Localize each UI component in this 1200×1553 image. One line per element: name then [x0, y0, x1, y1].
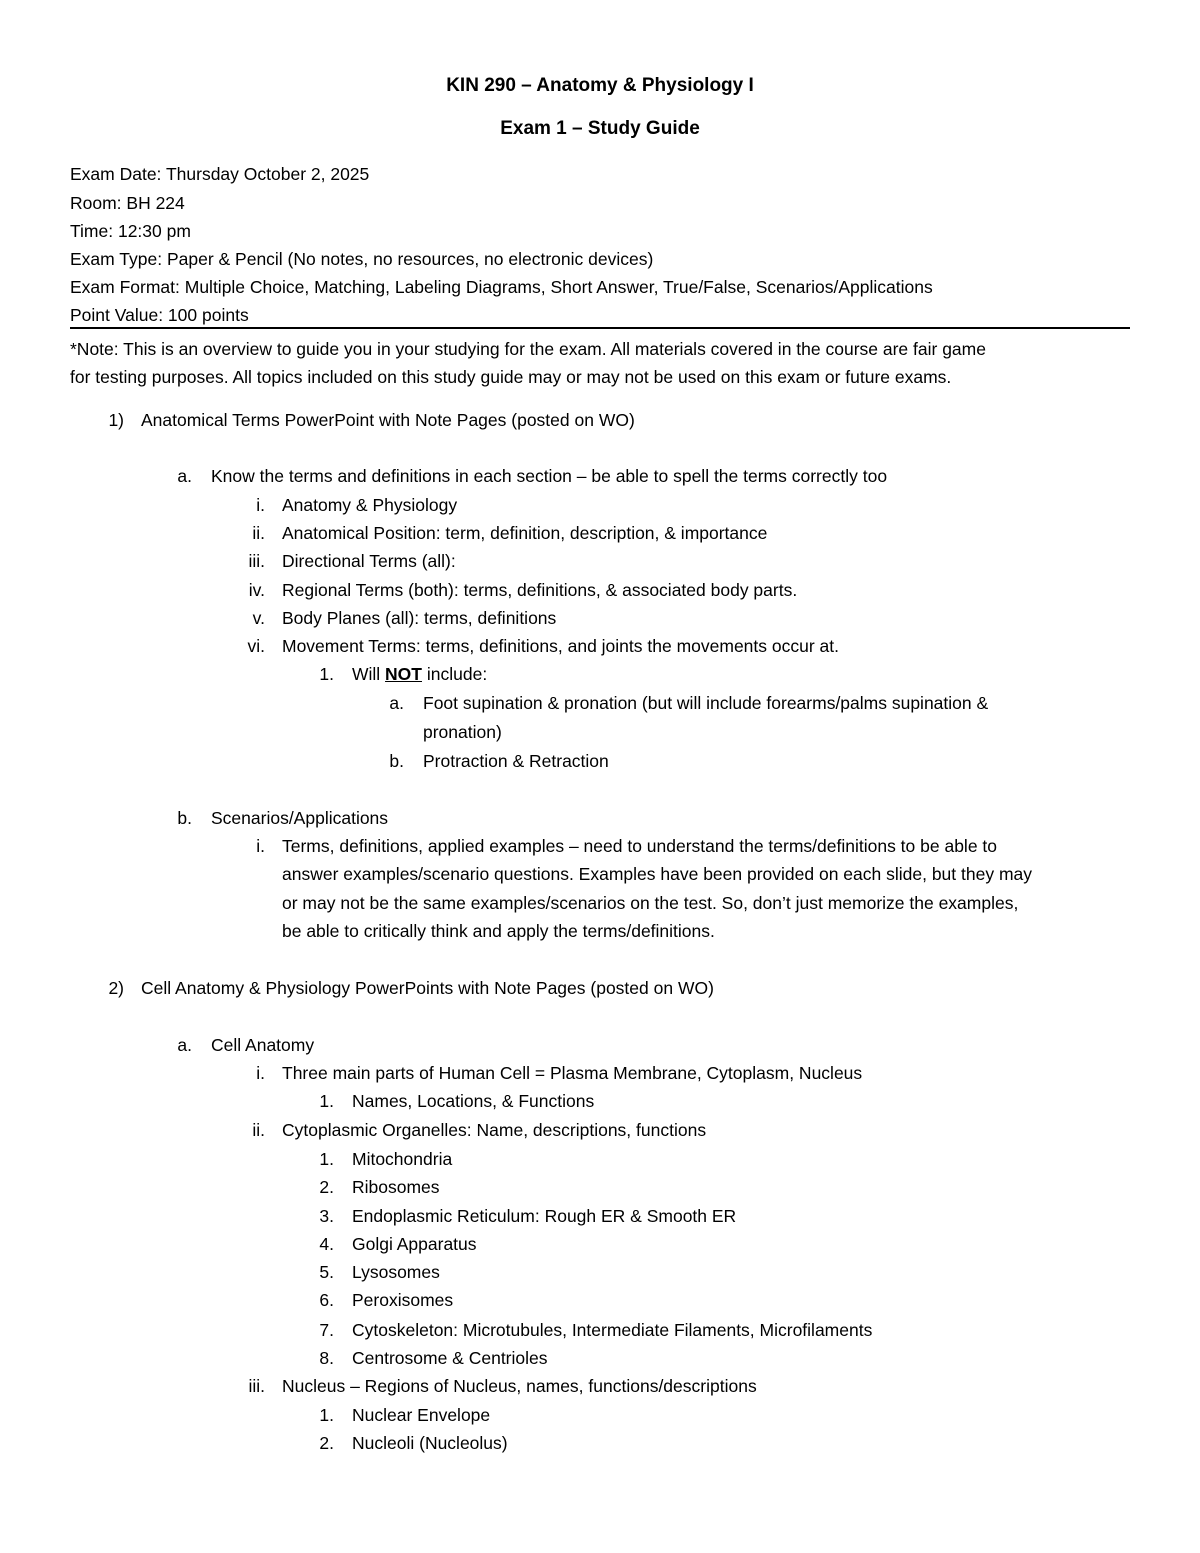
list-marker: ii.	[252, 1120, 265, 1140]
will-not-include: Will NOT include:	[352, 664, 488, 684]
note-line-2: for testing purposes. All topics included on this study guide may or may not be used on this exam or future exams.	[70, 367, 952, 387]
list-marker: iv.	[248, 580, 265, 600]
list-item: Anatomy & Physiology	[282, 495, 458, 515]
list-item: Three main parts of Human Cell = Plasma Membrane, Cytoplasm, Nucleus	[282, 1063, 863, 1083]
list-marker: 1.	[319, 1091, 334, 1111]
list-marker: v.	[252, 608, 265, 628]
exam-room: Room: BH 224	[70, 193, 185, 213]
list-item: Golgi Apparatus	[352, 1234, 477, 1254]
list-marker: 7.	[319, 1320, 334, 1340]
list-item: Protraction & Retraction	[423, 751, 609, 771]
list-item: Regional Terms (both): terms, definitions, & associated body parts.	[282, 580, 798, 600]
section-1-number: 1)	[108, 410, 124, 430]
list-marker: 2.	[319, 1433, 334, 1453]
section-2-title: Cell Anatomy & Physiology PowerPoints with Note Pages (posted on WO)	[141, 978, 714, 998]
list-item: Nuclear Envelope	[352, 1405, 491, 1425]
list-marker: ii.	[252, 523, 265, 543]
list-marker: b.	[177, 808, 192, 828]
note-line-1: *Note: This is an overview to guide you in your studying for the exam. All materials covered in the course are fair game	[70, 339, 986, 359]
list-marker: i.	[256, 1063, 265, 1083]
list-item: Centrosome & Centrioles	[352, 1348, 548, 1368]
list-marker: 5.	[319, 1262, 334, 1282]
paragraph-line: be able to critically think and apply the terms/definitions.	[282, 921, 715, 941]
list-item: Lysosomes	[352, 1262, 440, 1282]
list-marker: 3.	[319, 1206, 334, 1226]
list-item: Nucleoli (Nucleolus)	[352, 1433, 508, 1453]
list-item: Body Planes (all): terms, definitions	[282, 608, 557, 628]
list-item: Cytoskeleton: Microtubules, Intermediate Filaments, Microfilaments	[352, 1320, 873, 1340]
list-item: Names, Locations, & Functions	[352, 1091, 595, 1111]
list-item: Scenarios/Applications	[211, 808, 389, 828]
list-marker: b.	[389, 751, 404, 771]
list-marker: 1.	[319, 664, 334, 684]
list-item: Mitochondria	[352, 1149, 453, 1169]
list-item: Foot supination & pronation (but will include forearms/palms supination &	[423, 693, 989, 713]
list-item: Ribosomes	[352, 1177, 440, 1197]
list-marker: 6.	[319, 1290, 334, 1310]
list-item: Cytoplasmic Organelles: Name, descriptions, functions	[282, 1120, 707, 1140]
paragraph-line: answer examples/scenario questions. Examples have been provided on each slide, but they may	[282, 864, 1033, 884]
section-2-number: 2)	[108, 978, 124, 998]
page-subtitle: Exam 1 – Study Guide	[500, 118, 700, 139]
list-marker: a.	[177, 466, 192, 486]
list-marker: a.	[389, 693, 404, 713]
list-marker: vi.	[247, 636, 265, 656]
list-item: Movement Terms: terms, definitions, and joints the movements occur at.	[282, 636, 839, 656]
list-marker: 2.	[319, 1177, 334, 1197]
list-marker: a.	[177, 1035, 192, 1055]
list-marker: i.	[256, 495, 265, 515]
exam-format: Exam Format: Multiple Choice, Matching, Labeling Diagrams, Short Answer, True/False, Scenarios/Applications	[70, 277, 933, 297]
exam-date: Exam Date: Thursday October 2, 2025	[70, 164, 370, 184]
list-item: Endoplasmic Reticulum: Rough ER & Smooth ER	[352, 1206, 737, 1226]
exam-time: Time: 12:30 pm	[70, 221, 191, 241]
list-marker: iii.	[248, 551, 265, 571]
list-marker: i.	[256, 836, 265, 856]
section-1-title: Anatomical Terms PowerPoint with Note Pages (posted on WO)	[141, 410, 635, 430]
list-marker: 1.	[319, 1405, 334, 1425]
exam-type: Exam Type: Paper & Pencil (No notes, no resources, no electronic devices)	[70, 249, 654, 269]
page-title: KIN 290 – Anatomy & Physiology I	[446, 75, 754, 96]
paragraph-line: or may not be the same examples/scenarios on the test. So, don’t just memorize the examples,	[282, 893, 1019, 913]
paragraph-line: Terms, definitions, applied examples – need to understand the terms/definitions to be able to	[282, 836, 998, 856]
list-marker: 8.	[319, 1348, 334, 1368]
list-item: Know the terms and definitions in each section – be able to spell the terms correctly too	[211, 466, 888, 486]
point-value: Point Value: 100 points	[70, 305, 249, 325]
list-item: Anatomical Position: term, definition, description, & importance	[282, 523, 768, 543]
list-item-continued: pronation)	[423, 722, 502, 742]
list-item: Directional Terms (all):	[282, 551, 456, 571]
divider-rule	[70, 327, 1130, 329]
list-marker: iii.	[248, 1376, 265, 1396]
list-item: Cell Anatomy	[211, 1035, 315, 1055]
list-item: Nucleus – Regions of Nucleus, names, functions/descriptions	[282, 1376, 757, 1396]
list-item: Peroxisomes	[352, 1290, 454, 1310]
list-marker: 4.	[319, 1234, 334, 1254]
list-marker: 1.	[319, 1149, 334, 1169]
